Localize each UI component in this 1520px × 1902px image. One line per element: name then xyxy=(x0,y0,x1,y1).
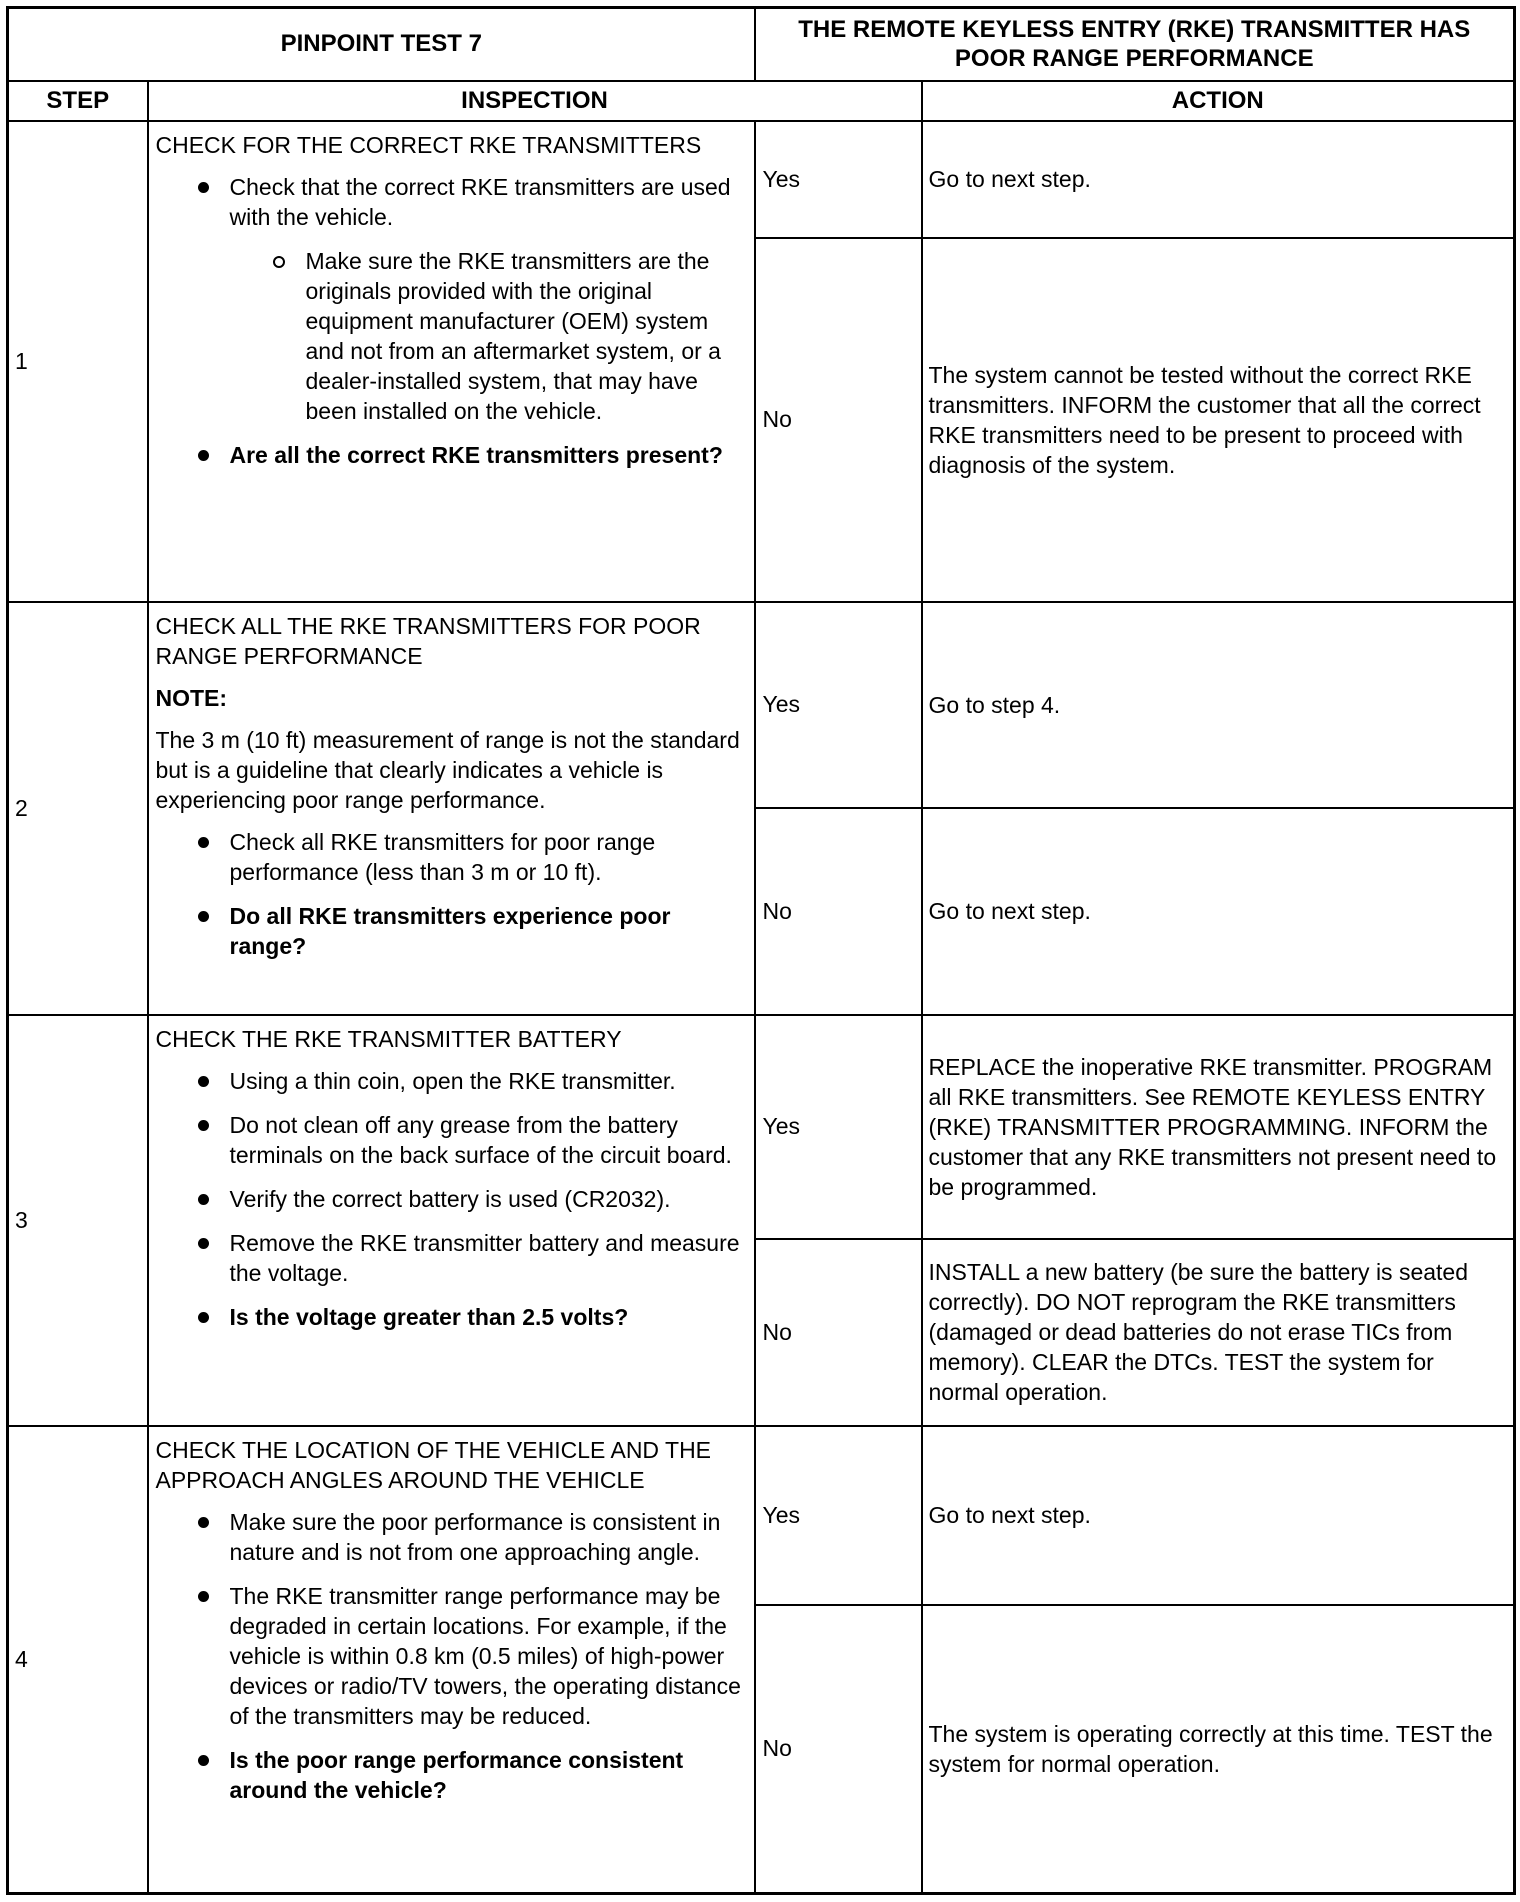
test-label xyxy=(8,8,755,81)
step-3-list xyxy=(156,1066,746,1332)
bullet-dot-icon xyxy=(198,911,209,922)
step-2-list xyxy=(156,827,746,961)
step-1-yes-action: Go to next step. xyxy=(922,121,1515,238)
step-4-bullet-2 xyxy=(156,1581,746,1731)
bullet-ring-icon xyxy=(273,256,285,268)
step-4-question xyxy=(156,1745,746,1805)
step-4-bullet-1-text: Make sure the poor performance is consistent in nature and is not from one approaching angle. xyxy=(229,1508,721,1565)
step-3-heading: CHECK THE RKE TRANSMITTER BATTERY xyxy=(155,1025,622,1052)
step-2-yes-action: Go to step 4. xyxy=(922,602,1515,808)
bullet-dot-icon xyxy=(198,1591,209,1602)
step-4-no-label: No xyxy=(755,1605,922,1894)
step-1-sub-bullet-1 xyxy=(156,246,746,426)
step-4-list xyxy=(156,1507,746,1805)
step-1-yes-row xyxy=(8,121,1515,238)
title-row xyxy=(8,8,1515,81)
step-3-bullet-1 xyxy=(156,1066,746,1096)
bullet-dot-icon xyxy=(198,450,209,461)
step-3-inspection xyxy=(148,1015,755,1426)
step-1-no-label: No xyxy=(755,238,922,602)
step-2-question xyxy=(156,901,746,961)
step-2-inspection xyxy=(148,602,755,1015)
step-2-note-label: NOTE: xyxy=(155,684,228,711)
step-1-no-action: The system cannot be tested without the correct RKE transmitters. INFORM the customer that all the correct RKE transmitters need to be present to proceed with diagnosis of the system. xyxy=(922,238,1515,602)
step-2-note-text: The 3 m (10 ft) measurement of range is not the standard but is a guideline that clearly indicates a vehicle is experiencing poor range performance. xyxy=(155,726,740,813)
step-1-inspection xyxy=(148,121,755,602)
bullet-dot-icon xyxy=(198,182,209,193)
pinpoint-test-document xyxy=(6,6,1513,1892)
bullet-dot-icon xyxy=(198,1755,209,1766)
step-2-yes-row xyxy=(8,602,1515,808)
test-title xyxy=(755,8,1515,81)
step-4-bullet-1 xyxy=(156,1507,746,1567)
step-3-bullet-2 xyxy=(156,1110,746,1170)
step-3-question xyxy=(156,1302,746,1332)
bullet-dot-icon xyxy=(198,1312,209,1323)
step-4-inspection xyxy=(148,1426,755,1894)
bullet-dot-icon xyxy=(198,837,209,848)
step-4-bullet-2-text: The RKE transmitter range performance may be degraded in certain locations. For example, if the vehicle is within 0.8 km (0.5 miles) of high-power devices or radio/TV towers, the operating distance of the transmitters may be reduced. xyxy=(229,1582,741,1729)
step-1-question xyxy=(156,440,746,470)
step-3-number: 3 xyxy=(8,1015,148,1426)
column-header-step: STEP xyxy=(8,81,148,121)
step-4-yes-row xyxy=(8,1426,1515,1605)
step-4-question-text: Is the poor range performance consistent around the vehicle? xyxy=(229,1746,684,1803)
step-2-question-text: Do all RKE transmitters experience poor range? xyxy=(229,902,671,959)
step-1-list xyxy=(156,172,746,470)
step-3-yes-row xyxy=(8,1015,1515,1239)
step-4-heading: CHECK THE LOCATION OF THE VEHICLE AND THE APPROACH ANGLES AROUND THE VEHICLE xyxy=(155,1436,712,1493)
step-3-bullet-4 xyxy=(156,1228,746,1288)
bullet-dot-icon xyxy=(198,1194,209,1205)
step-2-no-label: No xyxy=(755,808,922,1015)
column-header-row xyxy=(8,81,1515,121)
step-1-sub-bullet-1-text: Make sure the RKE transmitters are the originals provided with the original equipment manufacturer (OEM) system and not from an aftermarket system, or a dealer-installed system, that may have been installed on the vehicle. xyxy=(305,247,721,424)
step-4-number: 4 xyxy=(8,1426,148,1894)
step-3-bullet-2-text: Do not clean off any grease from the battery terminals on the back surface of the circuit board. xyxy=(229,1111,732,1168)
step-1-bullet-1-text: Check that the correct RKE transmitters are used with the vehicle. xyxy=(229,173,731,230)
step-2-heading: CHECK ALL THE RKE TRANSMITTERS FOR POOR RANGE PERFORMANCE xyxy=(155,612,701,669)
step-3-bullet-1-text: Using a thin coin, open the RKE transmitter. xyxy=(229,1067,676,1094)
step-3-no-action: INSTALL a new battery (be sure the battery is seated correctly). DO NOT reprogram the RKE transmitters (damaged or dead batteries do not erase TICs from memory). CLEAR the DTCs. TEST the system for normal operation. xyxy=(922,1239,1515,1426)
bullet-dot-icon xyxy=(198,1238,209,1249)
step-3-yes-label: Yes xyxy=(755,1015,922,1239)
step-4-no-action: The system is operating correctly at this time. TEST the system for normal operation. xyxy=(922,1605,1515,1894)
test-label-text: PINPOINT TEST 7 xyxy=(280,30,482,58)
step-3-bullet-4-text: Remove the RKE transmitter battery and measure the voltage. xyxy=(229,1229,740,1286)
bullet-dot-icon xyxy=(198,1076,209,1087)
step-1-bullet-1 xyxy=(156,172,746,232)
column-header-inspection: INSPECTION xyxy=(148,81,922,121)
step-4-yes-action: Go to next step. xyxy=(922,1426,1515,1605)
bullet-dot-icon xyxy=(198,1517,209,1528)
step-1-question-text: Are all the correct RKE transmitters present? xyxy=(229,441,723,468)
step-3-question-text: Is the voltage greater than 2.5 volts? xyxy=(229,1303,629,1330)
step-1-yes-label: Yes xyxy=(755,121,922,238)
step-2-yes-label: Yes xyxy=(755,602,922,808)
test-title-text: THE REMOTE KEYLESS ENTRY (RKE) TRANSMITTER HAS POOR RANGE PERFORMANCE xyxy=(798,16,1471,73)
step-2-number: 2 xyxy=(8,602,148,1015)
step-1-heading: CHECK FOR THE CORRECT RKE TRANSMITTERS xyxy=(155,131,702,158)
step-4-yes-label: Yes xyxy=(755,1426,922,1605)
column-header-action: ACTION xyxy=(922,81,1515,121)
step-3-yes-action: REPLACE the inoperative RKE transmitter. PROGRAM all RKE transmitters. See REMOTE KEYLESS ENTRY (RKE) TRANSMITTER PROGRAMMING. INFORM the customer that any RKE transmitters not present need to be programmed. xyxy=(922,1015,1515,1239)
step-3-no-label: No xyxy=(755,1239,922,1426)
step-3-bullet-3-text: Verify the correct battery is used (CR2032). xyxy=(229,1185,671,1212)
step-2-bullet-1 xyxy=(156,827,746,887)
step-2-bullet-1-text: Check all RKE transmitters for poor range performance (less than 3 m or 10 ft). xyxy=(229,828,656,885)
pinpoint-test-table xyxy=(6,6,1516,1895)
bullet-dot-icon xyxy=(198,1120,209,1131)
step-1-number: 1 xyxy=(8,121,148,602)
step-3-bullet-3 xyxy=(156,1184,746,1214)
step-2-no-action: Go to next step. xyxy=(922,808,1515,1015)
